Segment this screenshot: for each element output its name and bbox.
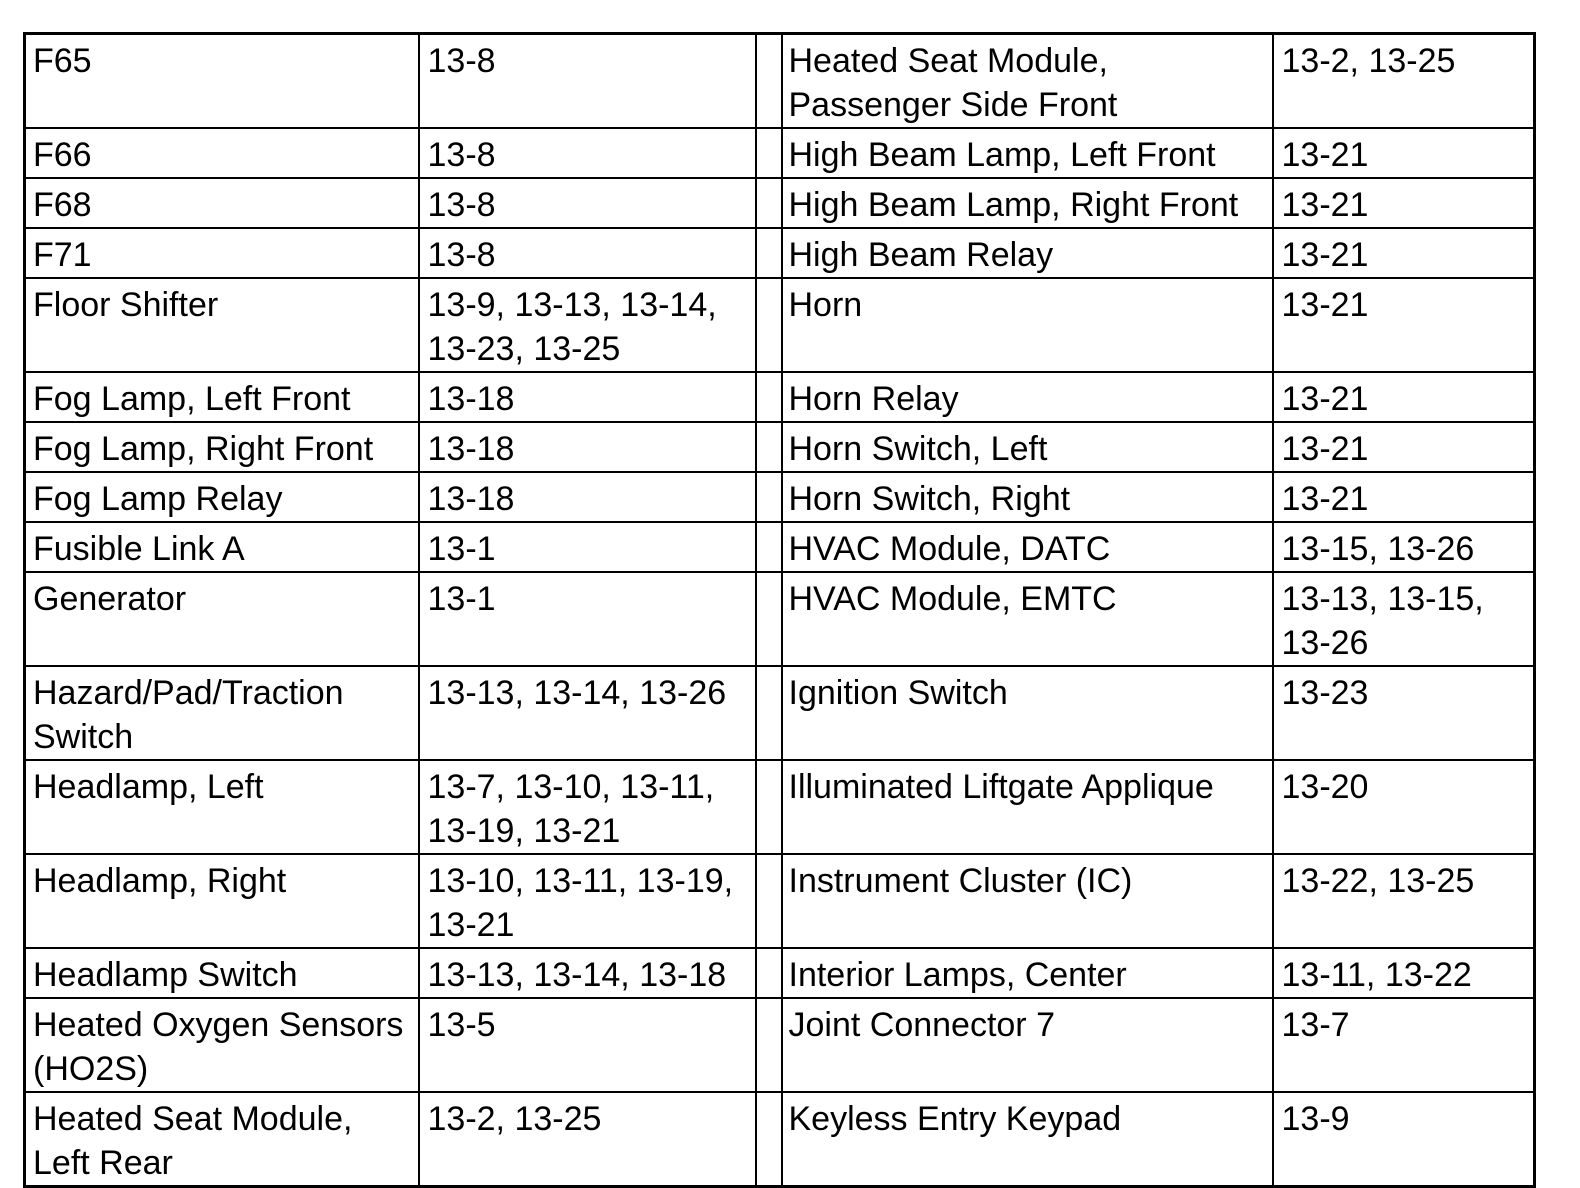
left-component-name-cell: F66 bbox=[25, 128, 419, 178]
left-page-reference-cell: 13-18 bbox=[419, 472, 756, 522]
column-separator-cell bbox=[756, 128, 782, 178]
right-component-name-cell: Ignition Switch bbox=[782, 666, 1273, 760]
column-separator-cell bbox=[756, 372, 782, 422]
table-row bbox=[25, 278, 1535, 372]
right-component-name-cell: Instrument Cluster (IC) bbox=[782, 854, 1273, 948]
table-row bbox=[25, 372, 1535, 422]
right-component-name-cell: Joint Connector 7 bbox=[782, 998, 1273, 1092]
right-page-reference-cell: 13-21 bbox=[1273, 472, 1535, 522]
column-separator-cell bbox=[756, 278, 782, 372]
left-component-name-cell: Heated Oxygen Sensors (HO2S) bbox=[25, 998, 419, 1092]
right-component-name-cell: Heated Seat Module, Passenger Side Front bbox=[782, 34, 1273, 129]
left-component-name-cell: Generator bbox=[25, 572, 419, 666]
right-component-name-cell: High Beam Lamp, Left Front bbox=[782, 128, 1273, 178]
table-row bbox=[25, 1092, 1535, 1187]
left-component-name-cell: Hazard/Pad/Traction Switch bbox=[25, 666, 419, 760]
table-row bbox=[25, 472, 1535, 522]
table-row bbox=[25, 178, 1535, 228]
left-page-reference-cell: 13-9, 13-13, 13-14, 13-23, 13-25 bbox=[419, 278, 756, 372]
right-page-reference-cell: 13-15, 13-26 bbox=[1273, 522, 1535, 572]
table-row bbox=[25, 522, 1535, 572]
right-page-reference-cell: 13-23 bbox=[1273, 666, 1535, 760]
right-page-reference-cell: 13-22, 13-25 bbox=[1273, 854, 1535, 948]
right-page-reference-cell: 13-21 bbox=[1273, 372, 1535, 422]
right-component-name-cell: High Beam Lamp, Right Front bbox=[782, 178, 1273, 228]
column-separator-cell bbox=[756, 228, 782, 278]
table-row bbox=[25, 422, 1535, 472]
column-separator-cell bbox=[756, 760, 782, 854]
component-index-table bbox=[23, 32, 1536, 1188]
left-page-reference-cell: 13-7, 13-10, 13-11, 13-19, 13-21 bbox=[419, 760, 756, 854]
table-row bbox=[25, 228, 1535, 278]
left-page-reference-cell: 13-8 bbox=[419, 178, 756, 228]
left-page-reference-cell: 13-8 bbox=[419, 228, 756, 278]
column-separator-cell bbox=[756, 998, 782, 1092]
right-page-reference-cell: 13-21 bbox=[1273, 228, 1535, 278]
table-row bbox=[25, 34, 1535, 129]
column-separator-cell bbox=[756, 854, 782, 948]
left-page-reference-cell: 13-13, 13-14, 13-26 bbox=[419, 666, 756, 760]
right-component-name-cell: Horn Switch, Left bbox=[782, 422, 1273, 472]
table-row bbox=[25, 666, 1535, 760]
column-separator-cell bbox=[756, 572, 782, 666]
left-component-name-cell: Heated Seat Module, Left Rear bbox=[25, 1092, 419, 1187]
right-component-name-cell: Interior Lamps, Center bbox=[782, 948, 1273, 998]
right-page-reference-cell: 13-11, 13-22 bbox=[1273, 948, 1535, 998]
column-separator-cell bbox=[756, 422, 782, 472]
column-separator-cell bbox=[756, 948, 782, 998]
left-component-name-cell: Headlamp Switch bbox=[25, 948, 419, 998]
right-component-name-cell: Horn bbox=[782, 278, 1273, 372]
left-page-reference-cell: 13-10, 13-11, 13-19, 13-21 bbox=[419, 854, 756, 948]
column-separator-cell bbox=[756, 34, 782, 129]
right-page-reference-cell: 13-21 bbox=[1273, 422, 1535, 472]
table-row bbox=[25, 572, 1535, 666]
right-page-reference-cell: 13-7 bbox=[1273, 998, 1535, 1092]
table-row bbox=[25, 128, 1535, 178]
left-page-reference-cell: 13-1 bbox=[419, 522, 756, 572]
right-page-reference-cell: 13-9 bbox=[1273, 1092, 1535, 1187]
table-row bbox=[25, 998, 1535, 1092]
right-component-name-cell: Illuminated Liftgate Applique bbox=[782, 760, 1273, 854]
left-page-reference-cell: 13-1 bbox=[419, 572, 756, 666]
left-component-name-cell: Floor Shifter bbox=[25, 278, 419, 372]
column-separator-cell bbox=[756, 666, 782, 760]
left-component-name-cell: Fog Lamp Relay bbox=[25, 472, 419, 522]
left-page-reference-cell: 13-8 bbox=[419, 128, 756, 178]
left-component-name-cell: Fusible Link A bbox=[25, 522, 419, 572]
column-separator-cell bbox=[756, 522, 782, 572]
right-page-reference-cell: 13-2, 13-25 bbox=[1273, 34, 1535, 129]
left-page-reference-cell: 13-18 bbox=[419, 372, 756, 422]
column-separator-cell bbox=[756, 1092, 782, 1187]
right-component-name-cell: Horn Switch, Right bbox=[782, 472, 1273, 522]
right-component-name-cell: High Beam Relay bbox=[782, 228, 1273, 278]
table-row bbox=[25, 854, 1535, 948]
right-page-reference-cell: 13-20 bbox=[1273, 760, 1535, 854]
right-component-name-cell: HVAC Module, DATC bbox=[782, 522, 1273, 572]
left-page-reference-cell: 13-5 bbox=[419, 998, 756, 1092]
left-component-name-cell: Fog Lamp, Left Front bbox=[25, 372, 419, 422]
right-component-name-cell: HVAC Module, EMTC bbox=[782, 572, 1273, 666]
left-page-reference-cell: 13-8 bbox=[419, 34, 756, 129]
right-component-name-cell: Horn Relay bbox=[782, 372, 1273, 422]
right-page-reference-cell: 13-21 bbox=[1273, 128, 1535, 178]
left-component-name-cell: F68 bbox=[25, 178, 419, 228]
left-component-name-cell: Headlamp, Left bbox=[25, 760, 419, 854]
component-index-body bbox=[25, 34, 1535, 1187]
right-page-reference-cell: 13-21 bbox=[1273, 178, 1535, 228]
right-page-reference-cell: 13-21 bbox=[1273, 278, 1535, 372]
left-component-name-cell: Fog Lamp, Right Front bbox=[25, 422, 419, 472]
left-component-name-cell: F71 bbox=[25, 228, 419, 278]
column-separator-cell bbox=[756, 472, 782, 522]
table-row bbox=[25, 760, 1535, 854]
right-component-name-cell: Keyless Entry Keypad bbox=[782, 1092, 1273, 1187]
table-row bbox=[25, 948, 1535, 998]
right-page-reference-cell: 13-13, 13-15, 13-26 bbox=[1273, 572, 1535, 666]
left-page-reference-cell: 13-18 bbox=[419, 422, 756, 472]
left-page-reference-cell: 13-2, 13-25 bbox=[419, 1092, 756, 1187]
left-page-reference-cell: 13-13, 13-14, 13-18 bbox=[419, 948, 756, 998]
left-component-name-cell: F65 bbox=[25, 34, 419, 129]
column-separator-cell bbox=[756, 178, 782, 228]
left-component-name-cell: Headlamp, Right bbox=[25, 854, 419, 948]
